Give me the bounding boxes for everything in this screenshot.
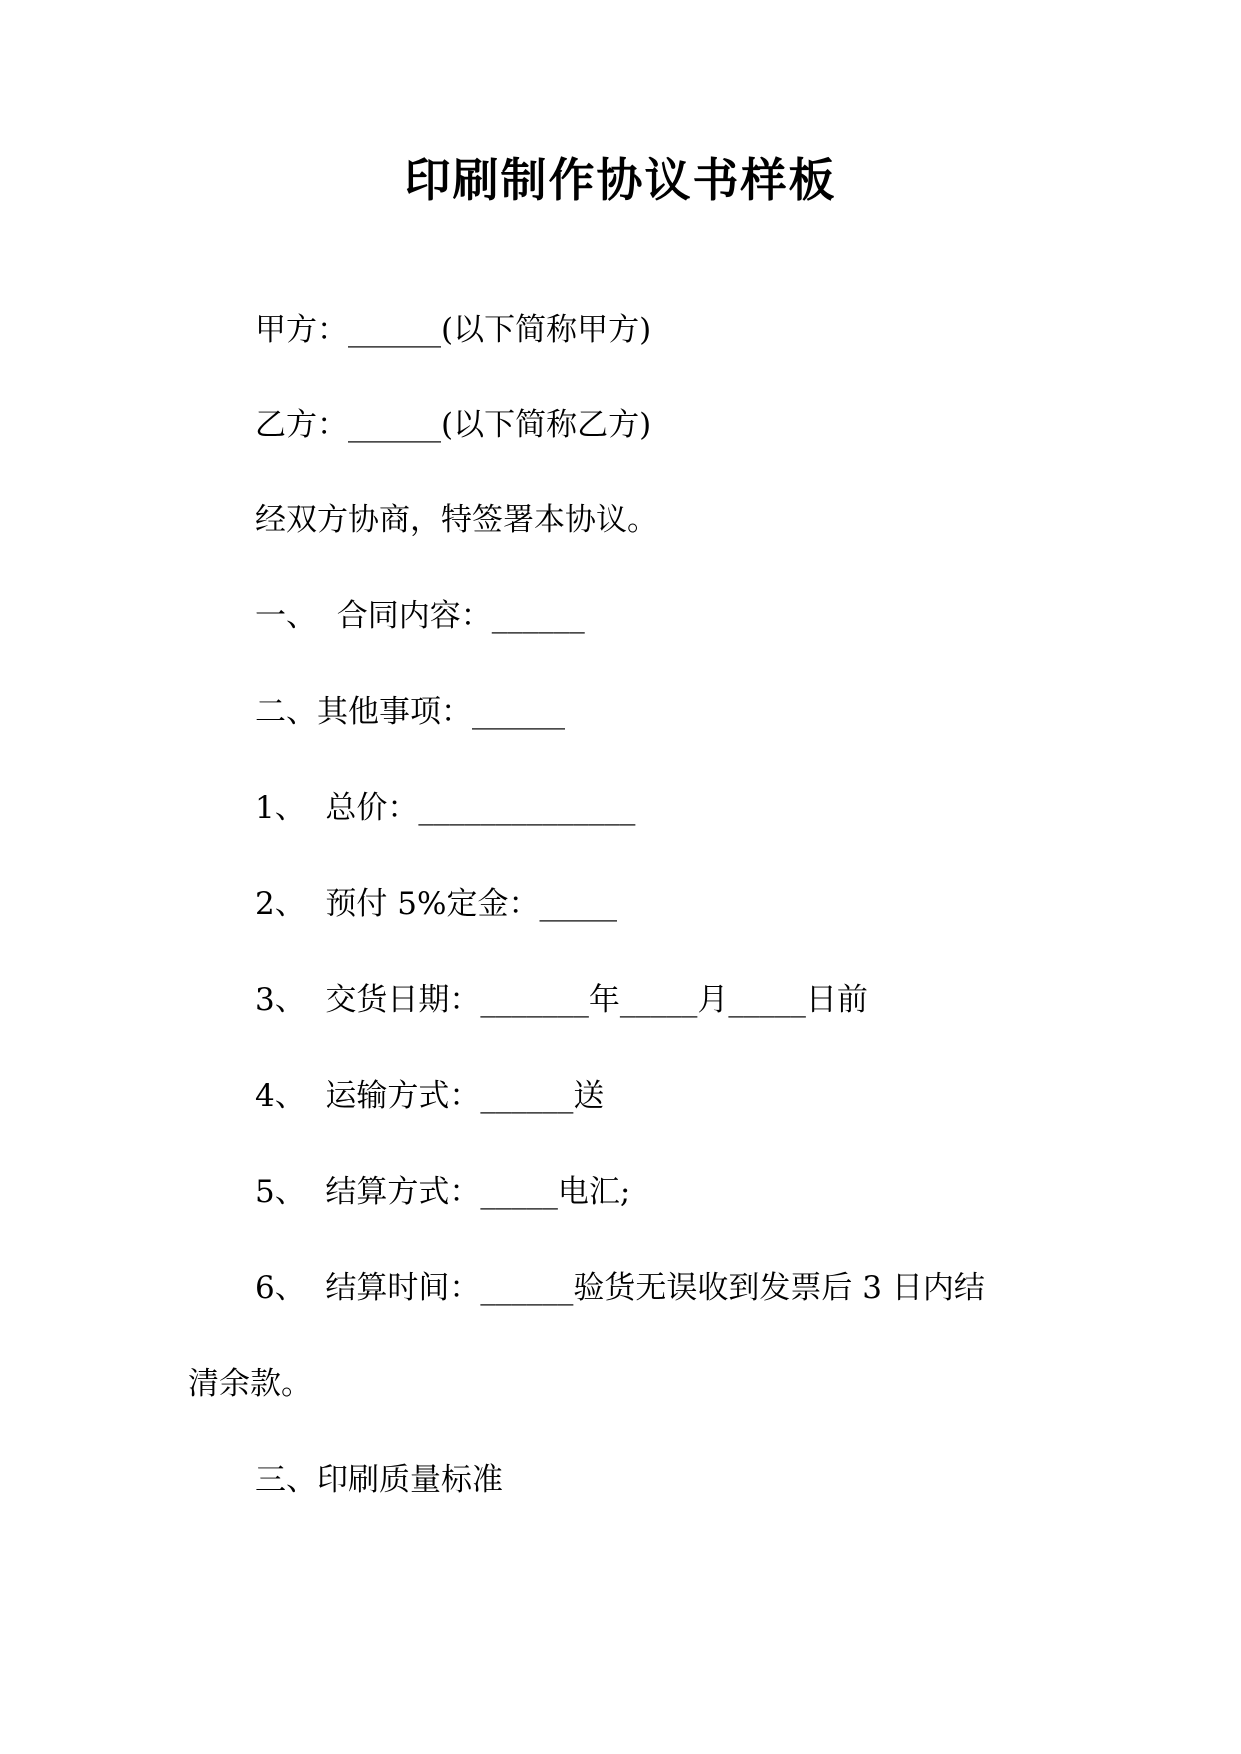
item-2-deposit: 2、 预付 5%定金：_____ <box>255 886 617 922</box>
agreement-intro-line: 经双方协商，特签署本协议。 <box>255 502 658 538</box>
section-three-print-quality: 三、印刷质量标准 <box>255 1462 503 1498</box>
item-1-total-price: 1、 总价：______________ <box>255 790 636 826</box>
section-one-contract-content: 一、 合同内容：______ <box>255 598 585 634</box>
document-title: 印刷制作协议书样板 <box>404 153 837 207</box>
section-two-other-matters: 二、其他事项：______ <box>255 694 565 730</box>
item-4-transport-method: 4、 运输方式：______送 <box>255 1078 605 1114</box>
item-5-settlement-method: 5、 结算方式：_____电汇; <box>255 1174 631 1210</box>
item-3-delivery-date: 3、 交货日期：_______年_____月_____日前 <box>255 982 868 1018</box>
item-6-settlement-time-continued: 清余款。 <box>188 1366 312 1402</box>
party-b-line: 乙方：______(以下简称乙方) <box>255 407 652 443</box>
party-a-line: 甲方：______(以下简称甲方) <box>255 312 652 348</box>
item-6-settlement-time: 6、 结算时间：______验货无误收到发票后 3 日内结 <box>255 1270 985 1306</box>
